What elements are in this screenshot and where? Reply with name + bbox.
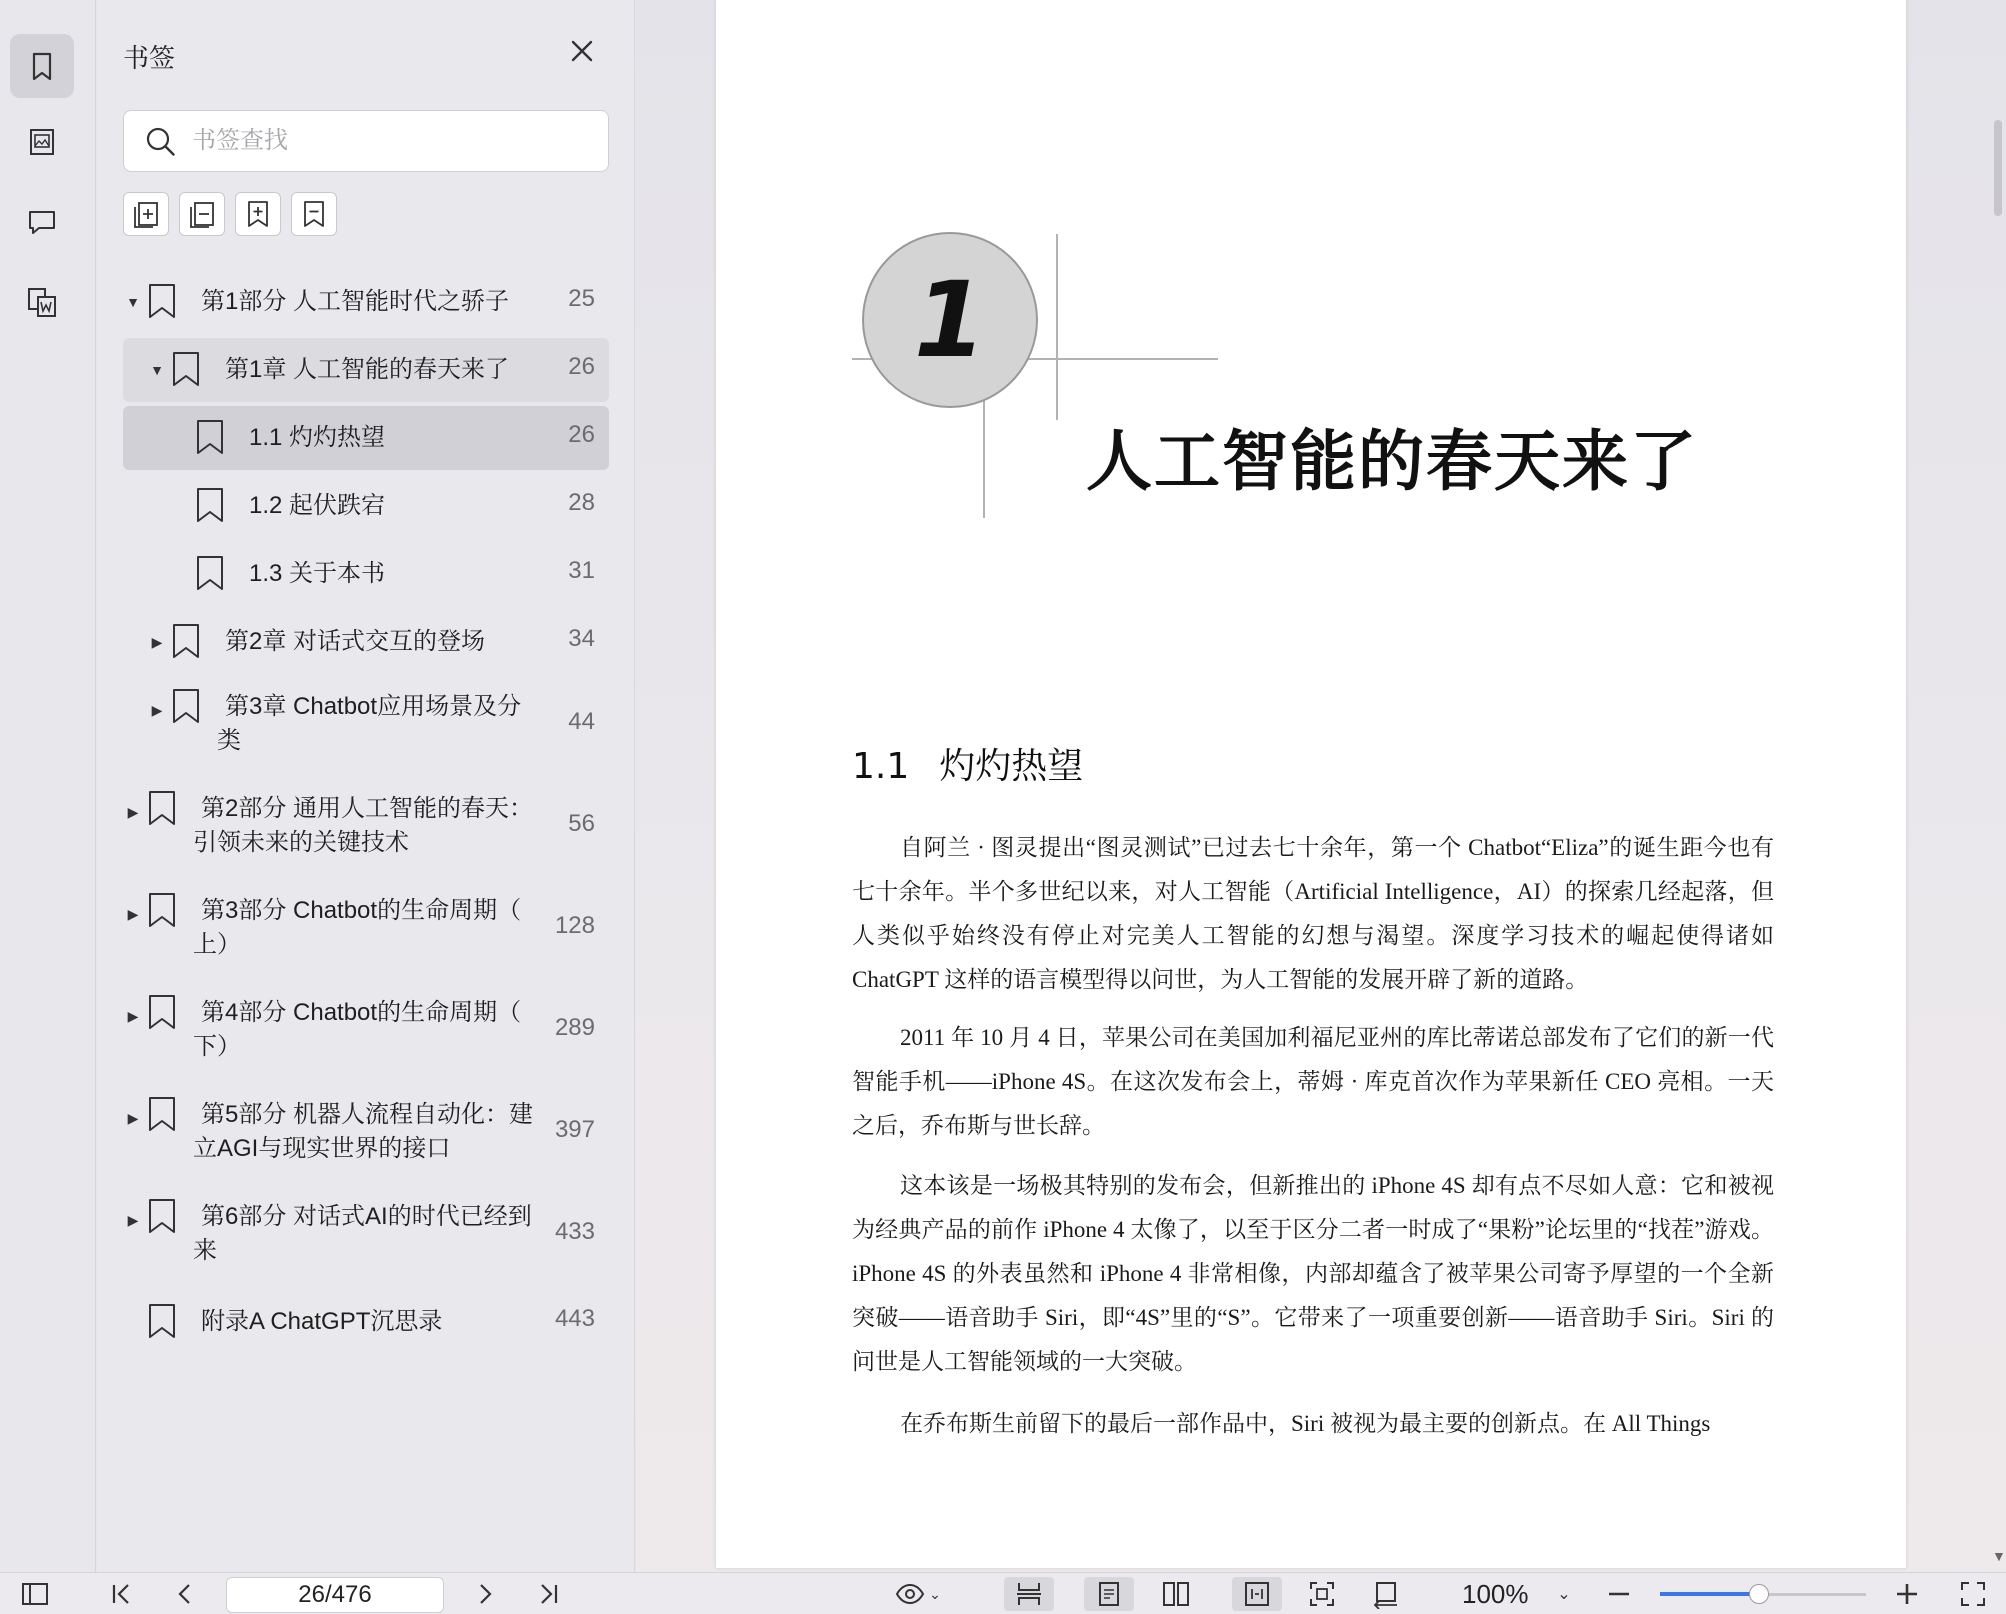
- expand-all-icon: [130, 198, 162, 230]
- bookmark-item[interactable]: [123, 1086, 609, 1182]
- decor-vertical-line-2: [983, 398, 985, 518]
- bookmark-item[interactable]: [123, 984, 609, 1080]
- comment-tab-icon: [25, 205, 59, 239]
- bookmark-label: 第6部分 对话式AI的时代已经到: [201, 1203, 532, 1230]
- panel-title: 书签: [123, 43, 176, 73]
- bookmark-label: 1.3 关于本书: [249, 560, 386, 587]
- collapse-arrow-icon[interactable]: ▼: [150, 362, 164, 378]
- bookmark-tab-icon: [25, 49, 59, 83]
- section-heading: [852, 738, 1083, 789]
- remove-bookmark-button[interactable]: [291, 192, 337, 236]
- expand-all-button[interactable]: [123, 192, 169, 236]
- body-paragraph: 在乔布斯生前留下的最后一部作品中，Siri 被视为最主要的创新点。在 All Things: [900, 1411, 1711, 1436]
- bookmark-page-number: 25: [568, 285, 595, 312]
- close-icon: [567, 36, 597, 66]
- bookmark-page-number: 443: [554, 1305, 595, 1332]
- rotate-icon: [1371, 1579, 1401, 1609]
- bookmark-page-number: 28: [568, 489, 595, 516]
- bookmark-item[interactable]: [123, 406, 609, 470]
- continuous-scroll-button[interactable]: [1004, 1577, 1054, 1611]
- bookmarks-panel: [97, 0, 635, 1572]
- bookmark-search-box: [123, 110, 609, 172]
- bookmark-label-continued: 下）: [193, 1033, 241, 1060]
- next-page-button[interactable]: [468, 1577, 502, 1611]
- comment-tab-button[interactable]: [10, 190, 74, 254]
- section-number: 1.1: [852, 746, 910, 787]
- body-paragraph: 自阿兰 · 图灵提出“图灵测试”已过去七十余年，第一个 Chatbot“Eliza”的诞生距今也有七十余年。半个多世纪以来，对人工智能（Artificial Intelligence，AI）的探索几经起落，但人类似乎始终没有停止对完美人工智能的幻想与渴望。深度学习技术的崛起使得诸如 ChatGPT 这样的语言模型得以问世，为人工智能的发展开辟了新的道路。: [852, 835, 1774, 992]
- convert-to-word-button[interactable]: [10, 270, 74, 334]
- bookmark-search-input[interactable]: [192, 123, 592, 159]
- bookmark-label-continued: 上）: [193, 931, 241, 958]
- bookmark-item[interactable]: [123, 338, 609, 402]
- bookmark-label: 第3部分 Chatbot的生命周期（: [201, 897, 522, 924]
- bookmark-item[interactable]: [123, 270, 609, 334]
- chapter-title: 人工智能的春天来了: [1086, 422, 1698, 500]
- single-page-icon: [1094, 1579, 1124, 1609]
- bookmark-label: 第3章 Chatbot应用场景及分: [225, 693, 522, 720]
- search-icon: [144, 125, 178, 159]
- bookmark-page-number: 433: [554, 1218, 595, 1245]
- bookmark-page-number: 397: [554, 1116, 595, 1143]
- chevron-left-icon: [170, 1579, 200, 1609]
- collapse-all-button[interactable]: [179, 192, 225, 236]
- expand-arrow-icon[interactable]: ▶: [127, 1110, 139, 1126]
- remove-bookmark-icon: [298, 198, 330, 230]
- bookmark-page-number: 31: [568, 557, 595, 584]
- bookmark-icon: [147, 994, 177, 1032]
- sidebar-toggle-icon: [20, 1579, 50, 1609]
- view-mode-dropdown[interactable]: [888, 1577, 948, 1611]
- bookmark-icon: [171, 688, 201, 726]
- fullscreen-icon: [1958, 1579, 1988, 1609]
- bookmark-item[interactable]: [123, 882, 609, 978]
- expand-arrow-icon[interactable]: ▶: [127, 1212, 139, 1228]
- bookmark-item[interactable]: [123, 678, 609, 774]
- bookmark-item[interactable]: [123, 474, 609, 538]
- zoom-out-button[interactable]: [1604, 1577, 1634, 1611]
- chevron-down-icon: ⌄: [929, 1585, 941, 1602]
- bookmark-label: 第1章 人工智能的春天来了: [225, 356, 510, 383]
- chevron-right-icon: [470, 1579, 500, 1609]
- close-panel-button[interactable]: [567, 36, 597, 66]
- vertical-scrollbar-thumb[interactable]: [1994, 120, 2002, 216]
- toggle-sidebar-button[interactable]: [18, 1577, 52, 1611]
- bookmark-page-number: 128: [554, 912, 595, 939]
- bookmark-icon: [195, 487, 225, 525]
- bookmark-icon: [147, 1198, 177, 1236]
- bookmark-page-number: 26: [568, 421, 595, 448]
- bookmark-icon: [171, 351, 201, 389]
- bookmark-label-continued: 来: [193, 1237, 217, 1264]
- convert-to-word-icon: [25, 285, 59, 319]
- bookmark-item[interactable]: [123, 1290, 609, 1354]
- add-bookmark-icon: [242, 198, 274, 230]
- bookmark-icon: [147, 283, 177, 321]
- fit-width-button[interactable]: [1232, 1577, 1282, 1611]
- add-bookmark-button[interactable]: [235, 192, 281, 236]
- zoom-level[interactable]: 100%: [1462, 1579, 1529, 1609]
- thumbnail-tab-icon: [25, 125, 59, 159]
- bookmark-label-continued: 引领未来的关键技术: [193, 829, 409, 856]
- chevron-down-icon: ⌄: [1557, 1586, 1571, 1603]
- scroll-down-arrow[interactable]: ▼: [1992, 1548, 2006, 1564]
- zoom-slider-fill: [1660, 1592, 1759, 1596]
- collapse-all-icon: [186, 198, 218, 230]
- rotate-page-button[interactable]: [1366, 1577, 1406, 1611]
- collapse-arrow-icon[interactable]: ▼: [126, 294, 140, 310]
- plus-icon: [1892, 1579, 1922, 1609]
- first-page-button[interactable]: [104, 1577, 138, 1611]
- bookmark-toolbar: [123, 192, 337, 236]
- chapter-number: 1: [913, 259, 987, 381]
- bookmark-label-continued: 类: [217, 727, 241, 754]
- two-page-icon: [1161, 1579, 1191, 1609]
- section-title: 灼灼热望: [939, 746, 1084, 787]
- bookmark-label-continued: 立AGI与现实世界的接口: [193, 1135, 451, 1162]
- bookmark-item[interactable]: [123, 542, 609, 606]
- fullscreen-button[interactable]: [1956, 1577, 1990, 1611]
- bookmark-page-number: 44: [568, 708, 595, 735]
- expand-arrow-icon[interactable]: ▶: [127, 1008, 139, 1024]
- bookmark-page-number: 26: [568, 353, 595, 380]
- fit-page-button[interactable]: [1302, 1577, 1342, 1611]
- bookmark-label: 第2章 对话式交互的登场: [225, 628, 486, 655]
- sidebar-rail: [0, 0, 96, 1572]
- bookmark-icon: [195, 419, 225, 457]
- last-page-button[interactable]: [532, 1577, 566, 1611]
- bookmark-icon: [195, 555, 225, 593]
- bookmark-page-number: 289: [554, 1014, 595, 1041]
- bookmark-label: 1.1 灼灼热望: [249, 424, 386, 451]
- bookmark-label: 1.2 起伏跌宕: [249, 492, 386, 519]
- bookmark-page-number: 34: [568, 625, 595, 652]
- bookmark-label: 第1部分 人工智能时代之骄子: [201, 288, 510, 315]
- zoom-in-button[interactable]: [1892, 1577, 1922, 1611]
- bookmark-label: 第5部分 机器人流程自动化：建: [201, 1101, 534, 1128]
- minus-icon: [1604, 1579, 1634, 1609]
- single-page-button[interactable]: [1084, 1577, 1134, 1611]
- bookmark-item[interactable]: [123, 780, 609, 876]
- bookmark-icon: [147, 1303, 177, 1341]
- bookmark-label: 第4部分 Chatbot的生命周期（: [201, 999, 522, 1026]
- continuous-scroll-icon: [1014, 1579, 1044, 1609]
- chapter-number-badge: [862, 232, 1038, 408]
- bookmark-icon: [147, 1096, 177, 1134]
- bookmark-label: 附录A ChatGPT沉思录: [201, 1308, 443, 1335]
- bookmark-icon: [147, 790, 177, 828]
- bottom-toolbar: [0, 1572, 2006, 1614]
- bookmark-page-number: 56: [568, 810, 595, 837]
- expand-arrow-icon[interactable]: ▶: [127, 804, 139, 820]
- previous-page-button[interactable]: [168, 1577, 202, 1611]
- last-page-icon: [534, 1579, 564, 1609]
- page-number-field[interactable]: 26/476: [226, 1577, 444, 1613]
- fit-page-icon: [1307, 1579, 1337, 1609]
- bookmark-icon: [171, 623, 201, 661]
- body-paragraph: 2011 年 10 月 4 日，苹果公司在美国加利福尼亚州的库比蒂诺总部发布了它们的新一代智能手机——iPhone 4S。在这次发布会上，蒂姆 · 库克首次作为苹果新任 CEO 亮相。一天之后，乔布斯与世长辞。: [852, 1025, 1774, 1138]
- zoom-slider-handle[interactable]: [1749, 1584, 1769, 1604]
- decor-vertical-line-1: [1056, 234, 1058, 420]
- bookmark-icon: [147, 892, 177, 930]
- first-page-icon: [106, 1579, 136, 1609]
- fit-width-icon: [1242, 1579, 1272, 1609]
- expand-arrow-icon[interactable]: ▶: [151, 702, 163, 718]
- two-page-button[interactable]: [1156, 1577, 1196, 1611]
- expand-arrow-icon[interactable]: ▶: [127, 906, 139, 922]
- bookmark-tab-button[interactable]: [10, 34, 74, 98]
- thumbnail-tab-button[interactable]: [10, 110, 74, 174]
- bookmark-label: 第2部分 通用人工智能的春天：: [201, 795, 534, 822]
- bookmark-item[interactable]: [123, 1188, 609, 1284]
- zoom-dropdown-button[interactable]: [1552, 1577, 1576, 1611]
- expand-arrow-icon[interactable]: ▶: [151, 634, 163, 650]
- eye-icon: [895, 1579, 925, 1609]
- body-paragraph: 这本该是一场极其特别的发布会，但新推出的 iPhone 4S 却有点不尽如人意：它和被视为经典产品的前作 iPhone 4 太像了，以至于区分二者一时成了“果粉”论坛里的“找茬”游戏。iPhone 4S 的外表虽然和 iPhone 4 非常相像，内部却蕴含了被苹果公司寄予厚望的一个全新突破——语音助手 Siri，即“4S”里的“S”。它带来了一项重要创新——语音助手 Siri。Siri 的问世是人工智能领域的一大突破。: [852, 1173, 1774, 1374]
- bookmark-item[interactable]: [123, 610, 609, 674]
